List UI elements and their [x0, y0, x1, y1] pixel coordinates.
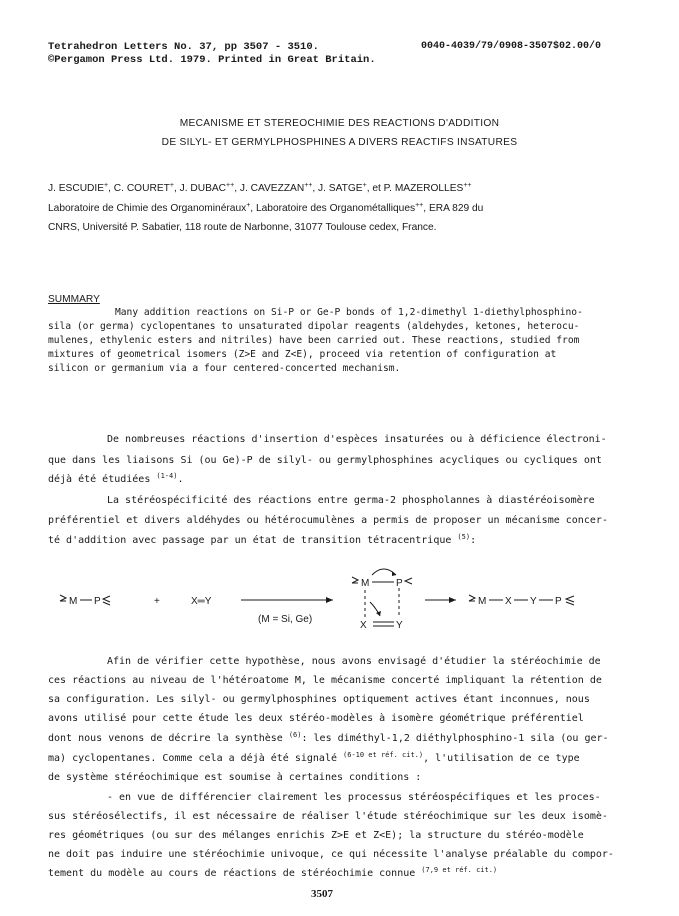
author: , J. DUBAC	[173, 183, 227, 194]
article-title-line1: MECANISME ET STEREOCHIMIE DES REACTIONS D'ADDITION	[179, 118, 500, 129]
affiliation-mark: +	[104, 182, 109, 189]
arrow-head-icon	[449, 597, 456, 603]
affiliation-mark: ++	[304, 182, 313, 189]
reaction-condition: (M = Si, Ge)	[258, 614, 313, 625]
product-atom-m-label: M	[478, 596, 487, 607]
paragraph3-line: ne doit pas induire une stéréochimie univoque, ce qui nécessite l'analyse préalable du compor-	[48, 849, 614, 860]
affiliation-text: , ERA 829 du	[423, 203, 484, 214]
text: , l'utilisation de ce type	[423, 753, 580, 764]
summary-line: mulenes, ethylenic esters and nitriles) have been carried out. These reactions, studied from	[48, 335, 580, 346]
author: , et P. MAZEROLLES	[366, 183, 464, 194]
atom-m-label: M	[69, 596, 78, 607]
paragraph3-line	[48, 868, 497, 879]
paragraph3-line: Afin de vérifier cette hypothèse, nous avons envisagé d'étudier la stéréochimie de	[107, 656, 601, 667]
affiliation-line1	[48, 203, 483, 214]
affiliation-text: , Laboratoire des Organométalliques	[250, 203, 416, 214]
affiliation-mark: +	[169, 182, 174, 189]
atom-p-label: P	[94, 596, 101, 607]
paragraph3-line	[48, 733, 609, 744]
affiliation-mark: +	[362, 182, 367, 189]
transition-state	[352, 569, 412, 631]
page-number: 3507	[311, 888, 333, 900]
author: , J. CAVEZZAN	[234, 183, 305, 194]
paragraph3-line: - en vue de différencier clairement les processus stéréospécifiques et les proces-	[107, 792, 601, 803]
paragraph3-line: res géométriques (ou sur des mélanges enrichis Z>E et Z<E); la structure du stéréo-modèle	[48, 830, 584, 841]
paragraph3-line: sa configuration. Les silyl- ou germylphosphines optiquement actives étant inconnues, nous	[48, 694, 590, 705]
reaction-scheme	[0, 560, 679, 640]
citation-ref: (7,9 et réf. cit.)	[421, 866, 498, 874]
article-title-line2: DE SILYL- ET GERMYLPHOSPHINES A DIVERS REACTIFS INSATURES	[161, 137, 518, 148]
paragraph3-line	[48, 753, 580, 764]
paragraph3-line: avons utilisé pour cette étude les deux stéréo-modèles à isomère géométrique préférentiel	[48, 713, 584, 724]
paragraph1-line: que dans les liaisons Si (ou Ge)-P de silyl- ou germylphosphines acycliques ou cycliques ont	[48, 455, 602, 466]
electron-arrow-icon	[376, 611, 381, 616]
author: , C. COURET	[108, 183, 170, 194]
text: ma) cyclopentanes. Comme cela a déjà été signalé	[48, 753, 344, 764]
curved-arrow-icon	[392, 571, 396, 576]
text: déjà été étudiées	[48, 474, 157, 485]
product-atom-y-label: Y	[530, 596, 537, 607]
ts-atom-m-label: M	[361, 578, 370, 589]
reaction-product	[469, 595, 574, 607]
text: .	[177, 474, 184, 485]
author-list	[48, 183, 472, 194]
publisher-line: ©Pergamon Press Ltd. 1979. Printed in Great Britain.	[48, 54, 376, 66]
ts-atom-p-label: P	[396, 578, 403, 589]
paragraph2-line: préférentiel et divers aldéhydes ou hétérocumulènes a permis de proposer un mécanisme concer-	[48, 515, 608, 526]
text: dont nous venons de décrire la synthèse	[48, 733, 289, 744]
product-atom-x-label: X	[505, 596, 512, 607]
text: :	[470, 535, 477, 546]
summary-line: mixtures of geometrical isomers (Z>E and Z<E), proceed via retention of configuration at	[48, 349, 557, 360]
affiliation-text: Laboratoire de Chimie des Organominéraux	[48, 203, 247, 214]
author: , J. SATGE	[312, 183, 363, 194]
plus-sign: +	[154, 596, 160, 607]
paragraph2-line: La stéréospécificité des réactions entre germa-2 phospholannes à diastéréoisomère	[107, 495, 595, 506]
affiliation-mark: ++	[226, 182, 235, 189]
ts-atom-y-label: Y	[396, 620, 403, 631]
affiliation-mark: ++	[415, 202, 424, 209]
product-atom-p-label: P	[555, 596, 562, 607]
article-code: 0040-4039/79/0908-3507$02.00/0	[421, 41, 602, 52]
paragraph3-line: ces réactions au niveau de l'hétéroatome M, le mécanisme concerté impliquant la rétention de	[48, 675, 602, 686]
unsaturated-reagent: X═Y	[191, 596, 212, 607]
paragraph1-line	[48, 474, 183, 485]
author: J. ESCUDIE	[48, 183, 105, 194]
summary-line: Many addition reactions on Si-P or Ge-P bonds of 1,2-dimethyl 1-diethylphosphino-	[115, 307, 583, 318]
ts-atom-x-label: X	[360, 620, 367, 631]
citation-ref: (6-10 et réf. cit.)	[343, 751, 424, 759]
summary-line: sila (or germa) cyclopentanes to unsaturated dipolar reagents (aldehydes, ketones, heterocu-	[48, 321, 580, 332]
paragraph1-line: De nombreuses réactions d'insertion d'espèces insaturées ou à déficience électroni-	[107, 434, 607, 445]
citation-ref: (1-4)	[156, 472, 178, 480]
affiliation-line2: CNRS, Université P. Sabatier, 118 route de Narbonne, 31077 Toulouse cedex, France.	[48, 222, 437, 233]
text: : les diméthyl-1,2 diéthylphosphino-1 sila (ou ger-	[301, 733, 609, 744]
affiliation-mark: ++	[463, 182, 472, 189]
text: té d'addition avec passage par un état de transition tétracentrique	[48, 535, 458, 546]
affiliation-mark: +	[246, 202, 251, 209]
text: tement du modèle au cours de réactions de stéréochimie connue	[48, 868, 422, 879]
paragraph3-line: de système stéréochimique est soumise à certaines conditions :	[48, 772, 422, 783]
summary-heading: SUMMARY	[48, 294, 100, 305]
citation-ref: (5)	[457, 533, 471, 541]
journal-citation: Tetrahedron Letters No. 37, pp 3507 - 3510.	[48, 41, 319, 53]
reactant-silylphosphine	[60, 595, 110, 607]
citation-ref: (6)	[288, 731, 302, 739]
arrow-head-icon	[326, 597, 333, 603]
paragraph2-line	[48, 535, 476, 546]
paragraph3-line: sus stéréosélectifs, il est nécessaire de réaliser l'étude stéréochimique sur les deux isomè-	[48, 811, 608, 822]
summary-line: silicon or germanium via a four centered-concerted mechanism.	[48, 363, 401, 374]
